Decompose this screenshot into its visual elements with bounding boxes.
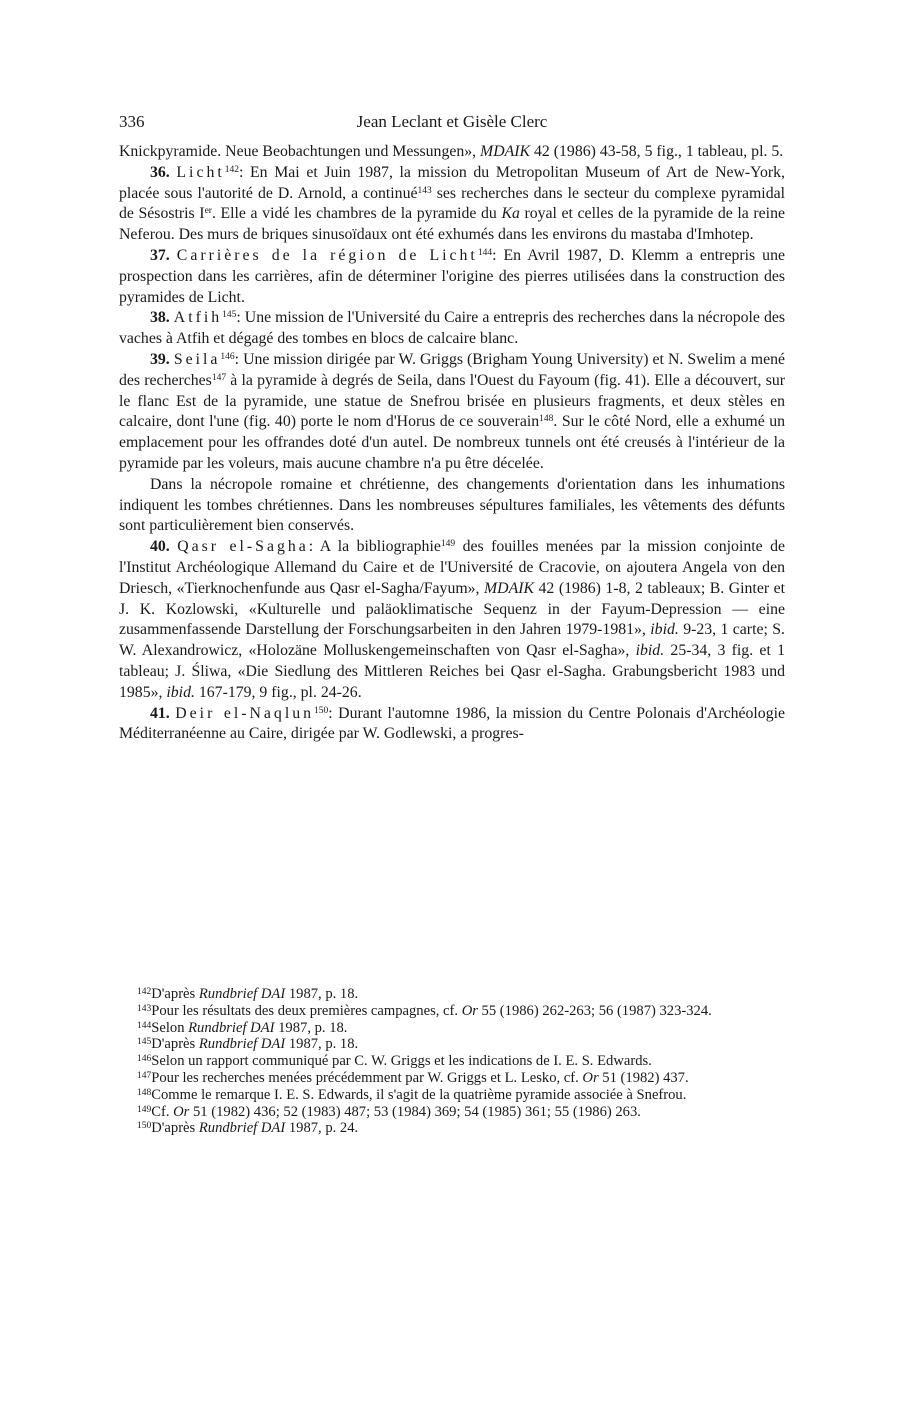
site-name: Carrières de la région de Licht: [176, 246, 478, 264]
text-run: 51 (1982) 437.: [598, 1069, 689, 1086]
paragraph: [119, 142, 785, 163]
page-number: 336: [119, 112, 145, 131]
footnote-number: 145: [137, 1037, 152, 1048]
text-run: des fouilles menées par la mission conjointe de l'Institut Archéologique Allemand du Caire et de l'Université de Cracovie, on ajoutera Angela von den Driesch, «Tierknochenfunde aus Qasr el-Sagha/Fayum»,: [119, 538, 786, 597]
italic-text: ibid.: [635, 642, 665, 660]
running-head: Jean Leclant et Gisèle Clerc: [356, 112, 548, 131]
footnote-ref: 148: [539, 414, 554, 425]
text-run: ses recherches dans le secteur du complexe pyramidal de Sésostris I: [119, 184, 785, 223]
text-run: [170, 247, 177, 264]
text-run: : En Avril 1987, D. Klemm a entrepris une prospection dans les carrières, afin de déterminer l'origine des pierres utilisées dans la construction des pyramides de Licht.: [119, 246, 785, 306]
text-run: 9-23, 1 carte; S. W. Alexandrowicz, «Holozäne Molluskengemeinschaften von Qasr el-Sagha»,: [119, 621, 785, 660]
footnote-ref: 143: [417, 185, 432, 196]
text-run: 42 (1986) 43-58, 5 fig., 1 tableau, pl. 5.: [530, 143, 784, 160]
text-run: . Sur le côté Nord, elle a exhumé un emplacement pour les offrandes doté d'un autel. De nombreux tunnels ont été creusés à l'intérieur de la pyramide par les voleurs, mais aucune chambre n'a pu être décelée.: [119, 413, 785, 472]
footnote-ref: 144: [477, 247, 493, 258]
text-run: : Une mission de l'Université du Caire a entrepris des recherches dans la nécropole des vaches à Atfih et dégagé des tombes en blocs de calcaire blanc.: [119, 309, 786, 348]
italic-text: Or: [173, 1103, 190, 1120]
site-name: Qasr el-Sagha: [177, 538, 309, 556]
footnote-number: 148: [137, 1087, 152, 1098]
footnote-ref: 149: [440, 539, 456, 550]
italic-text: Or: [582, 1069, 599, 1086]
text-run: D'après: [151, 986, 199, 1002]
text-run: Dans la nécropole romaine et chrétienne, des changements d'orientation dans les inhumations indiquent les tombes chrétiennes. Dans les nombreuses sépultures familiales, les vêtements des défunts sont particulièrement bien conservés.: [119, 475, 785, 535]
italic-text: Rundbrief DAI: [198, 1120, 286, 1137]
footnote: [119, 986, 785, 1003]
section-number: 40.: [150, 538, 170, 556]
text-run: : A la bibliographie: [308, 538, 441, 556]
text-run: : En Mai et Juin 1987, la mission du Metropolitan Museum of Art de New-York, placée sous l'autorité de D. Arnold, a continué: [119, 163, 786, 202]
text-run: Selon: [151, 1019, 189, 1036]
text-run: royal et celles de la pyramide de la reine Neferou. Des murs de briques sinusoïdaux ont été exhumés dans les environs du mastaba d'Imhotep.: [119, 205, 785, 244]
section-number: 37.: [150, 246, 170, 264]
footnote: [119, 1104, 785, 1121]
text-run: Selon un rapport communiqué par C. W. Griggs et les indications de I. E. S. Edwards.: [151, 1053, 652, 1070]
section-number: 39.: [150, 350, 170, 368]
text-run: 1987, p. 24.: [285, 1120, 359, 1137]
section-number: 38.: [150, 309, 170, 327]
section-number: 41.: [150, 704, 170, 722]
site-name: Licht: [176, 163, 225, 181]
paragraph: [119, 475, 785, 537]
paragraph: [119, 537, 785, 703]
italic-text: Ka: [501, 205, 520, 223]
italic-text: Or: [461, 1002, 478, 1019]
text-run: : Durant l'automne 1986, la mission du Centre Polonais d'Archéologie Méditerranéenne au Caire, dirigée par W. Godlewski, a progres-: [119, 704, 785, 743]
footnote: [119, 1053, 785, 1070]
footnote-ref: er: [204, 206, 212, 217]
footnote-ref: 150: [314, 705, 329, 716]
footnote: [119, 1020, 785, 1037]
text-run: 42 (1986) 1-8, 2 tableaux; B. Ginter et J. K. Kozlowski, «Kulturelle und paläoklimatische Sequenz in der Fayum-Depression — eine zusammenfassende Darstellung der Forschungsarbeiten in den Jahren 1979-1981»,: [119, 579, 785, 639]
text-run: : Une mission dirigée par W. Griggs (Brigham Young University) et N. Swelim a mené des recherches: [119, 350, 785, 389]
italic-text: ibid.: [650, 621, 679, 639]
text-run: . Elle a vidé les chambres de la pyramide du: [211, 205, 502, 223]
italic-text: Rundbrief DAI: [188, 1019, 275, 1036]
footnote: [119, 1070, 785, 1087]
section-number: 36.: [150, 163, 170, 181]
footnote-number: 142: [137, 987, 152, 997]
footnote: [119, 1003, 785, 1020]
footnotes: [119, 986, 785, 1137]
text-run: 167-179, 9 fig., pl. 24-26.: [194, 683, 362, 701]
italic-text: Rundbrief DAI: [198, 1036, 286, 1053]
paragraph: [119, 246, 785, 308]
footnote-number: 150: [137, 1121, 152, 1132]
site-name: Deir el-Naqlun: [175, 704, 315, 722]
paragraph: [119, 350, 785, 475]
paragraph: [119, 308, 785, 350]
footnote-number: 144: [137, 1020, 152, 1031]
site-name: Seila: [173, 350, 221, 368]
footnote: [119, 1087, 785, 1104]
italic-text: Rundbrief DAI: [198, 986, 286, 1002]
page-body: [119, 112, 785, 745]
site-name: Atfih: [173, 309, 223, 327]
text-run: Pour les recherches menées précédemment par W. Griggs et L. Lesko, cf.: [151, 1069, 583, 1086]
italic-text: ibid.: [166, 683, 195, 701]
footnote-ref: 147: [211, 372, 227, 383]
footnote-ref: 146: [220, 351, 235, 362]
footnote-ref: 142: [224, 164, 239, 175]
main-text: [119, 142, 785, 745]
footnote-ref: 145: [222, 310, 237, 321]
text-run: Pour les résultats des deux premières campagnes, cf.: [151, 1002, 462, 1019]
footnote-number: 149: [137, 1104, 152, 1115]
paragraph: [119, 704, 785, 746]
paragraph: [119, 163, 785, 246]
italic-text: MDAIK: [484, 579, 535, 597]
text-run: D'après: [151, 1036, 199, 1053]
text-run: 1987, p. 18.: [285, 1036, 359, 1053]
text-run: D'après: [151, 1120, 199, 1137]
text-run: Knickpyramide. Neue Beobachtungen und Messungen»,: [119, 143, 481, 160]
footnote: [119, 1120, 785, 1137]
text-run: Cf.: [151, 1103, 174, 1120]
page-header: [119, 112, 785, 142]
text-run: 51 (1982) 436; 52 (1983) 487; 53 (1984) 369; 54 (1985) 361; 55 (1986) 263.: [189, 1103, 641, 1120]
footnote-number: 147: [137, 1070, 152, 1081]
text-run: à la pyramide à degrés de Seila, dans l'Ouest du Fayoum (fig. 41). Elle a découvert, sur le flanc Est de la pyramide, une statue de Snefrou brisée en plusieurs fragments, et deux stèles en calcaire, dont l'une (fig. 40) porte le nom d'Horus de ce souverain: [119, 371, 785, 431]
italic-text: MDAIK: [480, 143, 531, 160]
text-run: 55 (1986) 262-263; 56 (1987) 323-324.: [477, 1002, 712, 1019]
footnote-number: 143: [137, 1003, 152, 1014]
text-run: 1987, p. 18.: [285, 986, 359, 1002]
footnote-number: 146: [137, 1054, 152, 1065]
text-run: 1987, p. 18.: [274, 1019, 348, 1036]
footnote: [119, 1036, 785, 1053]
text-run: 25-34, 3 fig. et 1 tableau; J. Śliwa, «Die Siedlung des Mittleren Reiches bei Qasr el-Sagha. Grabungsbericht 1983 und 1985»,: [119, 642, 785, 701]
text-run: Comme le remarque I. E. S. Edwards, il s'agit de la quatrième pyramide associée à Snefrou.: [151, 1086, 687, 1103]
